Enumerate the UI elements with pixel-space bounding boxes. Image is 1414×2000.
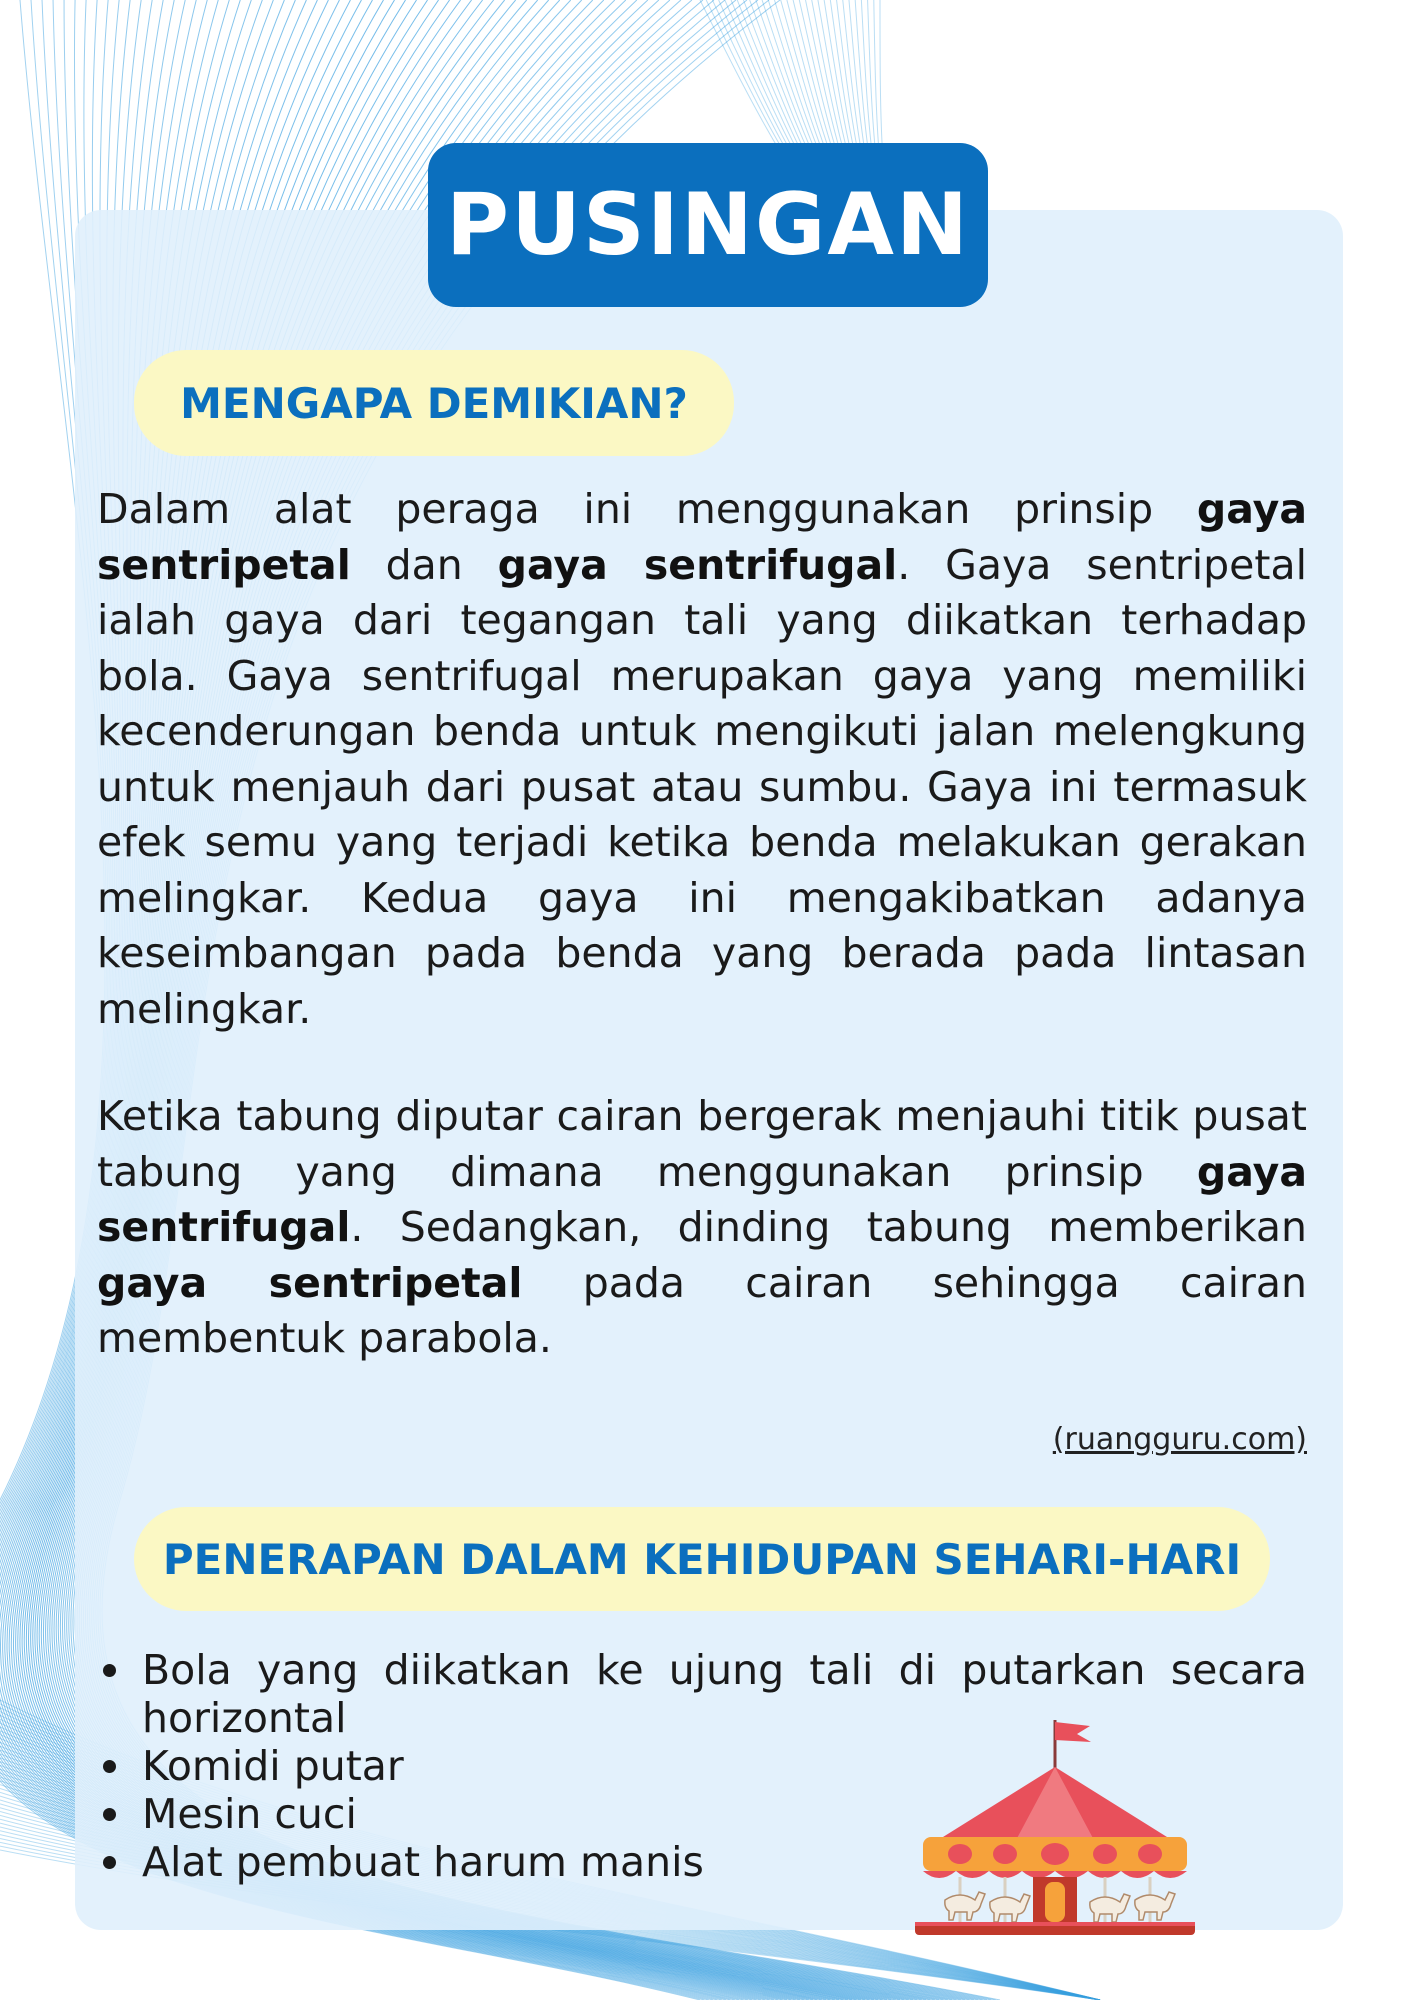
- text-run: pada cairan sehingga cairan membentuk parabola.: [97, 1258, 1307, 1362]
- text-run: Ketika tabung diputar cairan bergerak menjauhi titik pusat tabung yang dimana menggunakan prinsip: [97, 1092, 1307, 1196]
- bold-term: gaya sentripetal: [97, 1258, 523, 1307]
- list-item: Bola yang diikatkan ke ujung tali di putarkan secara horizontal: [97, 1646, 1307, 1742]
- bold-term: gaya sentripetal: [97, 485, 1307, 589]
- bold-term: gaya sentrifugal: [97, 1147, 1307, 1251]
- carousel-icon: [905, 1712, 1205, 1937]
- explanation-paragraph-1: [97, 482, 1307, 1037]
- text-run: dan: [350, 540, 498, 589]
- list-item: Mesin cuci: [97, 1790, 1307, 1838]
- text-run: . Gaya sentripetal ialah gaya dari tegangan tali yang diikatkan terhadap bola. Gaya sentrifugal merupakan gaya yang memiliki kecenderungan benda untuk mengikuti jalan melengkung untuk menjauh dari pusat atau sumbu. Gaya ini termasuk efek semu yang terjadi ketika benda melakukan gerakan melingkar. Kedua gaya ini mengakibatkan adanya keseimbangan pada benda yang berada pada lintasan melingkar.: [97, 540, 1308, 1033]
- bold-term: gaya sentrifugal: [497, 540, 898, 589]
- text-run: . Sedangkan, dinding tabung memberikan: [350, 1203, 1307, 1251]
- section-heading-why-text: MENGAPA DEMIKIAN?: [180, 378, 688, 428]
- page-title: PUSINGAN: [446, 175, 970, 275]
- title-banner: [428, 143, 988, 307]
- source-citation: (ruangguru.com): [1052, 1422, 1307, 1457]
- text-run: Dalam alat peraga ini menggunakan prinsip: [97, 485, 1197, 533]
- explanation-paragraph-2: [97, 1089, 1307, 1367]
- list-item: Alat pembuat harum manis: [97, 1838, 1307, 1886]
- section-heading-application-text: PENERAPAN DALAM KEHIDUPAN SEHARI-HARI: [162, 1534, 1242, 1584]
- section-heading-why: [134, 350, 734, 456]
- section-heading-application: [134, 1507, 1270, 1611]
- list-item: Komidi putar: [97, 1742, 1307, 1790]
